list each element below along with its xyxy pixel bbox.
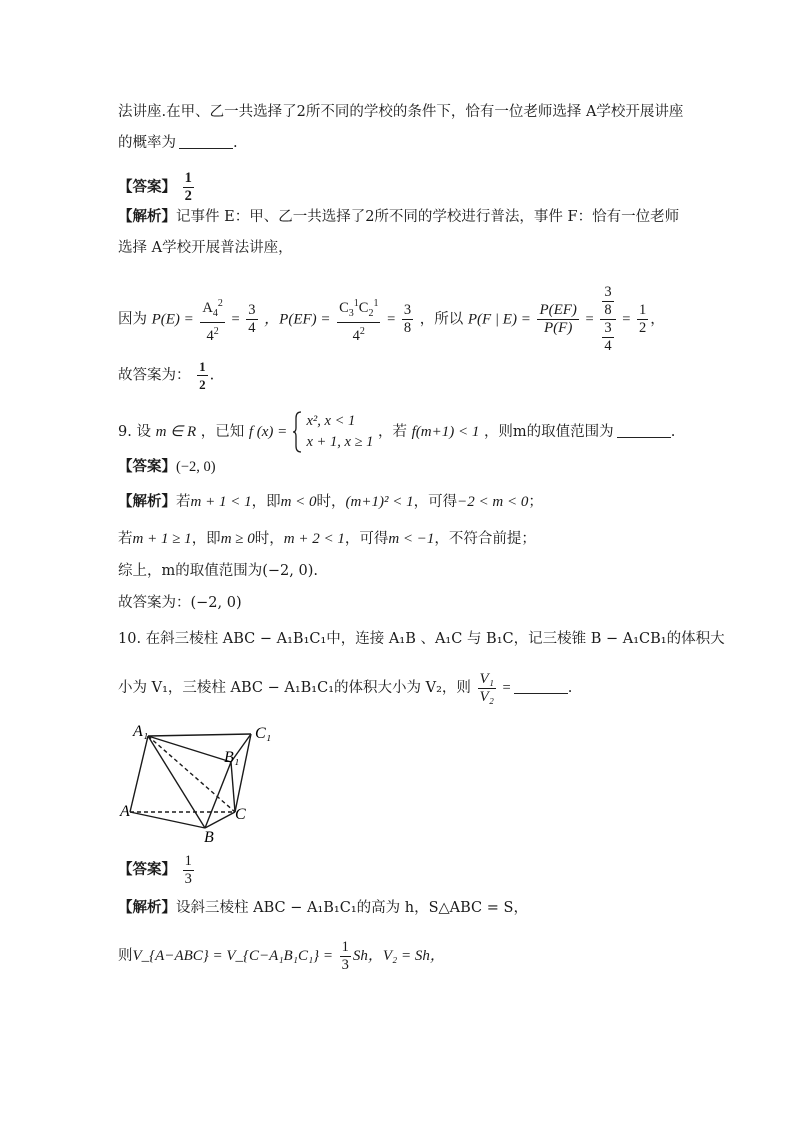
- edge-a1b: [148, 736, 205, 828]
- q10-answer-line: [118, 852, 196, 888]
- a1-math: m + 1 < 1: [190, 494, 252, 510]
- p8-analysis-line1: [118, 207, 679, 227]
- pfe-compound-fraction: $\frac{\frac{3}{8}}{\frac{3}{4}}$: [600, 284, 615, 355]
- analysis-tag: 【解析】: [118, 493, 176, 510]
- edge-a1c-hidden: [148, 736, 235, 812]
- left-brace-icon: [292, 410, 302, 454]
- q9-tail-end: .: [670, 424, 676, 440]
- p8-answer-fraction: $\frac{1}{2}$: [184, 170, 192, 204]
- label-b: B: [204, 829, 214, 845]
- a2-tail: ，不符合前提；: [434, 531, 536, 547]
- p8-line2: [118, 133, 238, 153]
- q9-answer-line: [118, 457, 216, 477]
- q10-line2-end: .: [567, 680, 573, 696]
- q9-cond: ，若: [377, 424, 407, 440]
- a2-math2: m ≥ 0: [220, 531, 255, 547]
- a2-math: m + 1 ≥ 1: [132, 531, 192, 547]
- answer-den: 3: [184, 870, 192, 887]
- p8-conclusion-text: 故答案为：: [118, 367, 191, 384]
- p8-analysis1: 记事件 E：甲、乙一共选择了2所不同的学校进行普法，事件 F：恰有一位老师: [176, 209, 680, 225]
- q9-analysis-line2: [118, 529, 536, 549]
- label-a1: A₁: [133, 723, 149, 740]
- edge-bc: [205, 812, 235, 828]
- because-text: 因为: [118, 311, 147, 328]
- pe-fraction: $\frac{A_4^2}{4^2}$: [200, 295, 224, 345]
- q9-piecewise: [307, 411, 374, 453]
- q9-case1: x², x < 1: [306, 413, 356, 429]
- pfe-value: $\frac{1}{2}$: [638, 302, 647, 336]
- q9-question: [118, 410, 675, 454]
- edge-a1b1: [148, 736, 231, 762]
- p8-conclusion: 故答案为： $\frac{1}{2}$ .: [118, 359, 215, 392]
- ratio-den: V₂: [479, 688, 494, 705]
- a1-math2: m < 0: [280, 494, 317, 510]
- edge-ab: [130, 812, 205, 828]
- q10-answer-fraction: [183, 853, 194, 888]
- q9-case2: x + 1, x ≥ 1: [306, 434, 374, 450]
- q9-mr: m ∈ R: [155, 424, 197, 440]
- q10-analysis-line1: [118, 898, 528, 918]
- answer-tag: 【答案】: [118, 178, 176, 196]
- label-b1: B₁: [224, 749, 240, 766]
- analysis-tag: 【解析】: [118, 899, 176, 916]
- pef-value: $\frac{3}{8}$: [403, 302, 412, 336]
- answer-tag: 【答案】: [118, 458, 176, 475]
- p8-analysis-line2: 选择 A学校开展普法讲座，: [118, 240, 293, 256]
- answer-blank: [617, 423, 671, 438]
- q10-analysis2-lhs: V_{A−ABC} = V_{C−A₁B₁C₁} =: [132, 948, 334, 964]
- a1-pre: 若: [176, 494, 191, 510]
- edge-b1c: [231, 762, 235, 812]
- label-c1: C₁: [255, 725, 272, 742]
- a1-semicolon: ；: [528, 494, 543, 510]
- a2-pre: 若: [118, 531, 133, 547]
- q9-prefix: 9. 设: [118, 424, 151, 440]
- p8-answer-line: [118, 170, 196, 205]
- a1-math4: −2 < m < 0: [457, 494, 529, 510]
- answer-blank: [514, 679, 568, 694]
- pe-label: P(E) =: [151, 311, 194, 328]
- q9-ineq: f(m+1) < 1: [411, 424, 480, 440]
- edge-aa1: [130, 736, 148, 812]
- q10-analysis2-fraction: [340, 939, 351, 974]
- pef-fraction: $\frac{C_3^1C_2^1}{4^2}$: [337, 295, 380, 345]
- edge-a1c1: [148, 734, 251, 736]
- q10-analysis2-mid: Sh，V₂ = Sh，: [352, 948, 445, 964]
- a1-math3: (m+1)² < 1: [345, 494, 414, 510]
- q9-answer: (−2, 0): [176, 459, 216, 475]
- label-a: A: [120, 803, 130, 820]
- pe-value: $\frac{3}{4}$: [248, 302, 256, 336]
- a2-mid: ，即: [191, 531, 221, 547]
- ratio-num: V₁: [479, 670, 494, 687]
- q9-given: ，已知: [200, 424, 245, 440]
- q10-analysis-line2: [118, 938, 445, 974]
- q9-tail: ，则m的取值范围为: [483, 424, 614, 440]
- answer-num: 1: [184, 852, 192, 869]
- q9-analysis-line1: [118, 492, 543, 512]
- p8-conclusion-fraction: $\frac{1}{2}$: [199, 359, 206, 392]
- a1-time: 时，: [316, 494, 346, 510]
- q10-analysis2-pre: 则: [118, 948, 133, 964]
- a2-math4: m < −1: [388, 531, 435, 547]
- pfe-fraction: $\frac{P(EF)}{P(F)}$: [539, 302, 577, 336]
- a2-end: ，可得: [344, 531, 389, 547]
- q10-question-line2: 小为 V₁，三棱柱 ABC − A₁B₁C₁的体积大小为 V₂，则 $\frac{\text{V₁}}{\text{V₂}}$ = .: [118, 670, 573, 705]
- q10-analysis1: 设斜三棱柱 ABC − A₁B₁C₁的高为 h，S△ABC = S，: [176, 900, 528, 916]
- q10-question-line1: 10. 在斜三棱柱 ABC − A₁B₁C₁中，连接 A₁B 、A₁C 与 B₁C，记三棱锥 B − A₁CB₁的体积大: [118, 631, 725, 647]
- a2-math3: m + 2 < 1: [283, 531, 345, 547]
- pef-label: ，P(EF) =: [264, 311, 331, 328]
- a1-end: ，可得: [413, 494, 458, 510]
- q9-fx: f (x) =: [248, 424, 288, 440]
- answer-tag: 【答案】: [118, 861, 176, 878]
- so-text: ，所以: [419, 311, 464, 328]
- a2-time: 时，: [254, 531, 284, 547]
- analysis-tag: 【解析】: [118, 208, 176, 225]
- label-c: C: [235, 806, 246, 823]
- edge-bb1: [205, 762, 231, 828]
- q10-ratio: [478, 671, 496, 706]
- q9-analysis-line3: 综上，m的取值范围为(−2, 0).: [118, 563, 318, 579]
- p8-line2-end: .: [233, 135, 238, 151]
- p8-line1: 法讲座.在甲、乙一共选择了2所不同的学校的条件下，恰有一位老师选择 A学校开展讲座: [118, 104, 684, 120]
- p8-line2-text: 的概率为: [118, 135, 176, 151]
- pfe-label: P(F | E) =: [467, 311, 531, 328]
- q10-line2-pre: 小为 V₁，三棱柱 ABC − A₁B₁C₁的体积大小为 V₂，则: [118, 680, 471, 696]
- a2-num: 1: [341, 938, 349, 955]
- a2-den: 3: [341, 956, 349, 973]
- p8-probability-line: 因为 P(E) = $\frac{A_4^2}{4^2}$ = $\frac{3}{4}$ ，P(EF) = $\frac{C_3^1C_2^1}{4^2}$ = $\frac{3}{8}$ ，所以 P(F | E) = $\frac{P(EF)}{P(F)}$ = $\frac{\frac{3}{8}}{\frac{3}{4}}$ = $\frac{1}{2}$ ，: [118, 284, 665, 354]
- prism-figure: [118, 720, 288, 845]
- answer-blank: [179, 134, 233, 149]
- q9-conclusion: 故答案为：(−2, 0): [118, 595, 242, 611]
- a1-mid: ，即: [251, 494, 281, 510]
